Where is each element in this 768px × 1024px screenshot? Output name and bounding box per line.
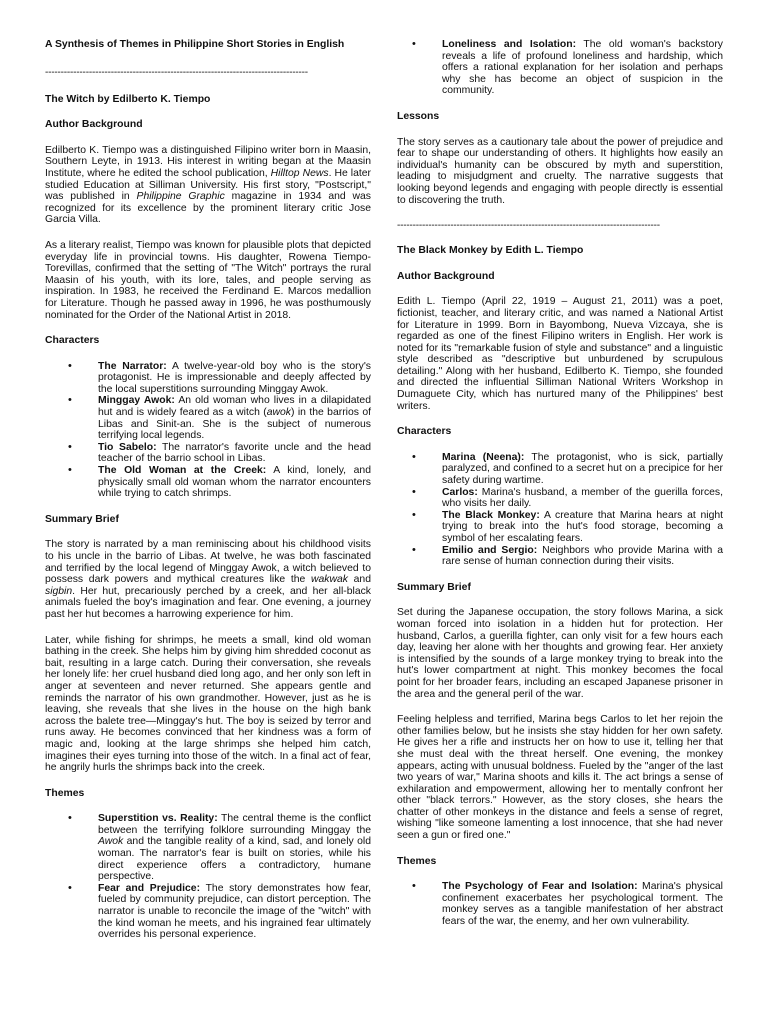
story1-characters-heading: Characters: [45, 335, 100, 347]
story1-themes-list: [45, 813, 371, 941]
list-item: • Loneliness and Isolation: The old woman's backstory reveals a life of profound loneliness and hardship, which offers a rational explanation for her isolation and perhaps why she has become an object of suspicion in the community.: [442, 39, 723, 97]
list-item: • The Narrator: A twelve-year-old boy who is the story's protagonist. He is impressionable and deeply affected by the local superstitions surrounding Minggay Awok.: [98, 361, 371, 396]
list-item: • Emilio and Sergio: Neighbors who provide Marina with a rare sense of human connection during their visits.: [442, 545, 723, 568]
story1-summary-heading: Summary Brief: [45, 513, 119, 525]
right-column: [397, 39, 723, 928]
story2-summary-paragraph-2: Feeling helpless and terrified, Marina begs Carlos to let her rejoin the other families below, but he insists she stay hidden for her own safety. He gives her a rifle and instructs her on how to use it, telling her that she must deal with the threat herself. One evening, the monkey appears, acting with unusual boldness. Fueled by the "anger of the last two years of war," Marina shoots and kills it. The act brings a sense of exhilaration and empowerment, allowing her to mentally confront her other "black terrors." However, as the story closes, she hears the chatter of other monkeys in the distance and feels a sense of regret, wishing "like someone lamenting a lost innocence, that she had never seen a gun or fired one.": [397, 714, 724, 842]
story2-author-heading: Author Background: [397, 270, 495, 282]
separator-rule: ------------------------------------------------------------------------------------: [45, 66, 308, 78]
list-item: • Minggay Awok: An old woman who lives in a dilapidated hut and is widely feared as a witch (awok) in the barrios of Libas and Sinit-an. She is the subject of numerous terrifying local legends.: [98, 395, 371, 441]
story1-lessons-heading: Lessons: [397, 110, 440, 122]
story1-characters-list: [45, 361, 371, 500]
story1-summary-paragraph-1: The story is narrated by a man reminiscing about his childhood visits to his uncle in the barrio of Libas. At twelve, he was both fascinated and terrified by the local legend of Minggay Awok, a witch believed to possess dark powers and mythical creatures like the wakwak and sigbin. Her hut, precariously perched by a creek, and her all-black animals fueled the boy's imagination and fear. One evening, a journey past her hut becomes a harrowing experience for him.: [45, 539, 371, 620]
story1-themes-heading: Themes: [45, 787, 85, 799]
story1-author-heading: Author Background: [45, 119, 143, 131]
story2-summary-heading: Summary Brief: [397, 581, 471, 593]
document-title: A Synthesis of Themes in Philippine Short Stories in English: [45, 39, 345, 50]
story1-summary-paragraph-2: Later, while fishing for shrimps, he meets a small, kind old woman bathing in the creek. She helps him by giving him shredded coconut as bait, resulting in a large catch. During their conversation, she reveals her lonely life: her cruel husband died long ago, and her only son left in anger at seventeen and never returned. She appears gentle and reminds the narrator of his own grandmother. However, just as he is leaving, she reveals that she lives in the house on the high bank across the balete tree—Minggay's hut. The boy is seized by terror and runs away. He becomes convinced that her kindness was a form of magic and, looking at the large shrimps she helped him catch, imagines their eyes turning into those of the witch. In a final act of fear, he angrily hurls the shrimps back into the creek.: [45, 634, 371, 774]
story1-lessons-paragraph: The story serves as a cautionary tale about the power of prejudice and fear to shape our understanding of others. It highlights how easily an individual's humanity can be obscured by myth and superstition, leading to misjudgment and cruelty. The narrative suggests that looking beyond legends and engaging with people directly is essential to discovering the truth.: [397, 136, 723, 206]
list-item: • Fear and Prejudice: The story demonstrates how fear, fueled by community prejudice, can distort perception. The narrator is unable to reconcile the image of the "witch" with the kind woman he meets, and his ingrained fear ultimately overrides his personal experience.: [98, 883, 371, 941]
list-item: • Superstition vs. Reality: The central theme is the conflict between the terrifying folklore surrounding Minggay the Awok and the tangible reality of a kind, sad, and lonely old woman. The narrator's fear is built on stories, while his direct experience offers a contradictory, humane perspective.: [98, 813, 371, 883]
story2-characters-heading: Characters: [397, 426, 452, 438]
story2-themes-list: [397, 881, 723, 927]
story2-characters-list: [397, 452, 723, 568]
story1-themes-list-continued: [397, 39, 723, 97]
story2-summary-paragraph-1: Set during the Japanese occupation, the story follows Marina, a sick woman forced into isolation in a hidden hut for protection. Her husband, Carlos, a guerilla fighter, can only visit for a few hours each day, leaving her alone with her thoughts and growing fear. Her anxiety is intensified by the sounds of a large monkey trying to break into the hut's lower compartment at night. This monkey becomes the focal point for her broader fears, including an escaped Japanese prisoner in the area and the general peril of the war.: [397, 607, 723, 700]
list-item: • Marina (Neena): The protagonist, who is sick, partially paralyzed, and confined to a secret hut on a precipice for her safety during wartime.: [442, 452, 723, 487]
story1-author-paragraph-2: As a literary realist, Tiempo was known for plausible plots that depicted everyday life in provincial towns. His daughter, Rowena Tiempo-Torevillas, confirmed that the setting of "The Witch" portrays the rural Maasin of his youth, with its lore, tales, and people serving as inspiration. In 1983, he received the Ferdinand E. Marcos medallion for Literature. Though he passed away in 1996, he was posthumously nominated for the Order of the National Artist in 2018.: [45, 239, 371, 321]
story2-author-paragraph: Edith L. Tiempo (April 22, 1919 – August 21, 2011) was a poet, fictionist, teacher, and literary critic, and was named a National Artist for Literature in 1999. Born in Bayombong, Nueva Vizcaya, she is regarded as one of the finest Filipino writers in English. Her work is noted for its "remarkable fusion of style and substance" and a linguistic style described as "descriptive but unburdened by scrupulous detailing." Along with her husband, Edilberto K. Tiempo, she founded and directed the influential Silliman National Writers Workshop in Dumaguete City, which has nurtured many of the Philippines' best writers.: [397, 296, 723, 412]
list-item: • The Psychology of Fear and Isolation: Marina's physical confinement exacerbates her psychological torment. The monkey serves as a tangible manifestation of her abstract fears of the war, the enemy, and her own vulnerability.: [442, 881, 723, 927]
story2-themes-heading: Themes: [397, 855, 437, 867]
list-item: • Tio Sabelo: The narrator's favorite uncle and the head teacher of the barrio school in Libas.: [98, 442, 371, 465]
list-item: • Carlos: Marina's husband, a member of the guerilla forces, who visits her daily.: [442, 487, 723, 510]
story1-heading: The Witch by Edilberto K. Tiempo: [45, 93, 211, 105]
list-item: • The Black Monkey: A creature that Marina hears at night trying to break into the hut's food storage, becoming a symbol of her escalating fears.: [442, 510, 723, 545]
story1-author-paragraph-1: Edilberto K. Tiempo was a distinguished Filipino writer born in Maasin, Southern Leyte, in 1913. His interest in writing began at the Maasin Institute, where he edited the school publication, Hilltop News. He later studied Education at Silliman University. His first story, "Postscript," was published in Philippine Graphic magazine in 1934 and was recognized for its excellence by the prominent literary critic Jose Garcia Villa.: [45, 144, 371, 226]
left-column: [45, 39, 371, 941]
list-item: • The Old Woman at the Creek: A kind, lonely, and physically small old woman whom the narrator encounters while trying to catch shrimps.: [98, 465, 371, 500]
separator-rule: ------------------------------------------------------------------------------------: [397, 220, 660, 232]
story2-heading: The Black Monkey by Edith L. Tiempo: [397, 245, 584, 257]
